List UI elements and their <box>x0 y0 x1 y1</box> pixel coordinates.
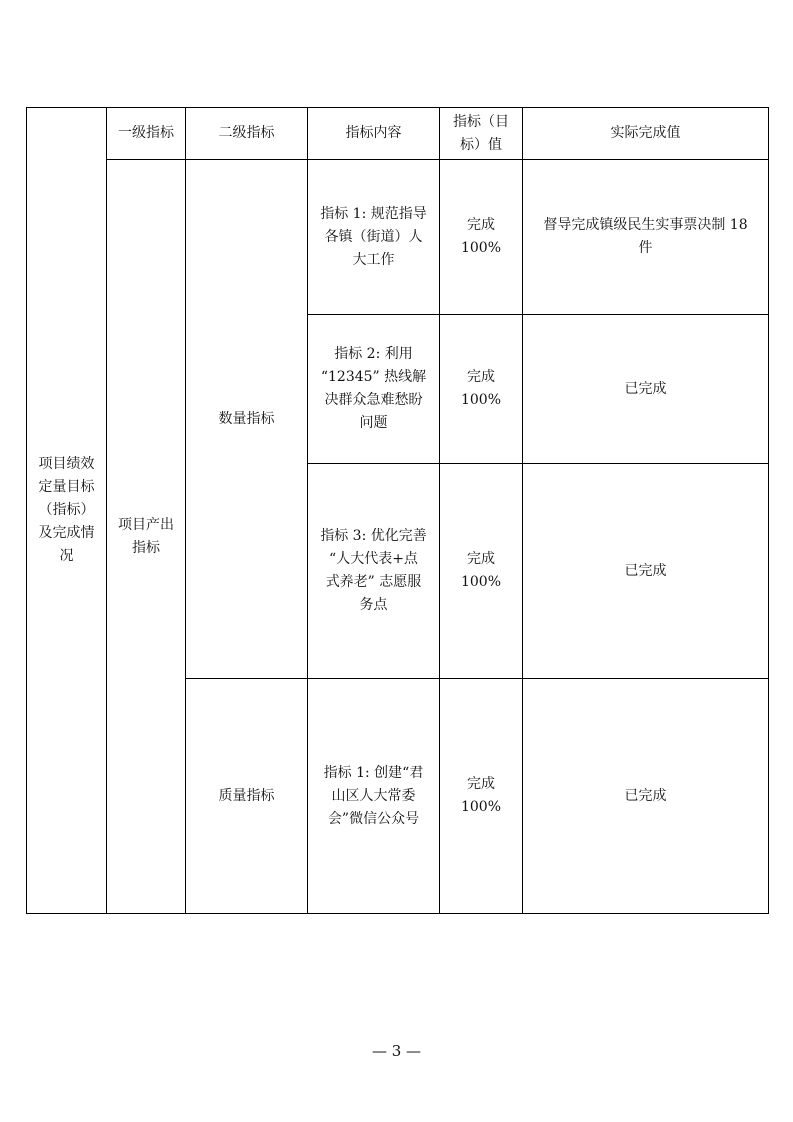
target-cell: 完成 100% <box>440 160 523 315</box>
content-cell: 指标 1: 规范指导 各镇（街道）人 大工作 <box>308 160 440 315</box>
actual-cell: 督导完成镇级民生实事票决制 18 件 <box>523 160 769 315</box>
level2-cell-quantity: 数量指标 <box>186 160 308 679</box>
header-level1: 一级指标 <box>107 108 186 160</box>
target-cell: 完成 100% <box>440 464 523 679</box>
content-cell: 指标 3: 优化完善 “人大代表+点 式养老” 志愿服 务点 <box>308 464 440 679</box>
header-content: 指标内容 <box>308 108 440 160</box>
header-level2: 二级指标 <box>186 108 308 160</box>
table-header-row <box>27 108 769 160</box>
target-cell: 完成 100% <box>440 315 523 464</box>
actual-cell: 已完成 <box>523 315 769 464</box>
page-number: — 3 — <box>371 1042 422 1060</box>
header-actual: 实际完成值 <box>523 108 769 160</box>
content-cell: 指标 1: 创建“君 山区人大常委 会”微信公众号 <box>308 679 440 914</box>
table-row <box>27 160 769 315</box>
target-cell: 完成 100% <box>440 679 523 914</box>
header-target: 指标（目 标）值 <box>440 108 523 160</box>
content-cell: 指标 2: 利用 “12345” 热线解 决群众急难愁盼 问题 <box>308 315 440 464</box>
actual-cell: 已完成 <box>523 679 769 914</box>
actual-cell: 已完成 <box>523 464 769 679</box>
level2-cell-quality: 质量指标 <box>186 679 308 914</box>
level1-cell: 项目产出 指标 <box>107 160 186 914</box>
section-label-cell: 项目绩效 定量目标 （指标） 及完成情 况 <box>27 108 107 914</box>
performance-indicator-table <box>26 107 769 914</box>
